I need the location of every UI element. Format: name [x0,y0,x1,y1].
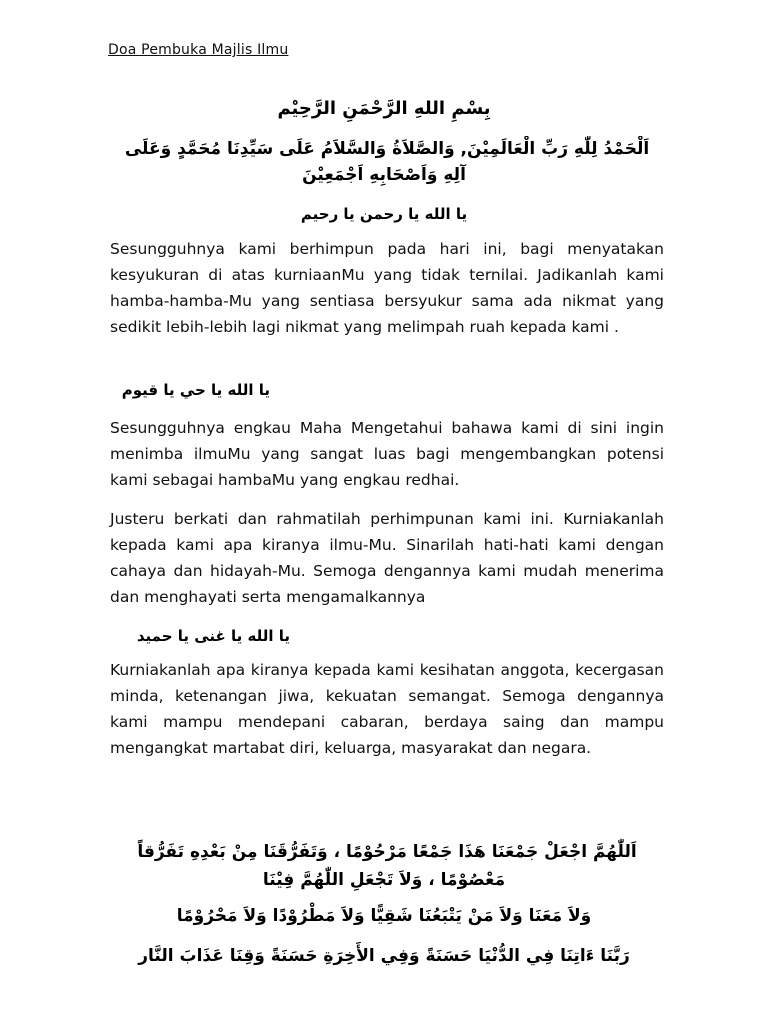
document-title: Doa Pembuka Majlis Ilmu [108,42,289,58]
closing-prayer-line-4: رَبَّنَا ءَاتِنَا فِي الدُّنْيَا حَسَنَةً وَفِي الأَخِرَةِ حَسَنَةً وَقِنَا عَذَابَ النَّار [138,946,630,966]
closing-prayer-line-1: اَللّٰهُمَّ اجْعَلْ جَمْعَنَا هَذَا جَمْعًا مَرْحُوْمًا ، وَتَفَرُّقَنَا مِنْ بَعْدِهِ تَفَرُّقاً [137,842,637,862]
invocation-ya-hayy: يا الله يا حي يا قيوم [121,381,270,399]
closing-prayer-line-2: مَعْصُوْمًا ، وَلاَ تَجْعَلِ اللّٰهُمَّ فِيْنَا [262,870,506,890]
invocation-ya-rahman: يا الله يا رحمن يا رحيم [300,205,468,223]
bismillah-line: بِسْمِ اللهِ الرَّحْمَنِ الرَّحِيْم [277,98,491,119]
paragraph-keberkatan: Justeru berkati dan rahmatilah perhimpunan kami ini. Kurniakanlah kepada kami apa kiranya ilmu-Mu. Sinarilah hati-hati kami dengan cahaya dan hidayah-Mu. Semoga dengannya kami mudah menerima dan menghayati serta mengamalkannya [110,510,664,606]
paragraph-menimba-ilmu: Sesungguhnya engkau Maha Mengetahui bahawa kami di sini ingin menimba ilmuMu yang sangat luas bagi mengembangkan potensi kami sebagai hambaMu yang engkau redhai. [110,419,664,489]
paragraph-kesihatan: Kurniakanlah apa kiranya kepada kami kesihatan anggota, kecergasan minda, ketenangan jiwa, kekuatan semangat. Semoga dengannya kami mampu mendepani cabaran, berdaya saing dan mampu mengangkat martabat diri, keluarga, masyarakat dan negara. [110,661,664,757]
hamdalah-line-1: اَلْحَمْدُ لِلّٰهِ رَبِّ الْعَالَمِيْنَ, وَالصَّلاَةُ وَالسَّلاَمُ عَلَى سَيِّدِنَا مُحَمَّدٍ وَعَلَى [124,139,650,159]
paragraph-kesyukuran: Sesungguhnya kami berhimpun pada hari ini, bagi menyatakan kesyukuran di atas kurniaanMu yang tidak ternilai. Jadikanlah kami hamba-hamba-Mu yang sentiasa bersyukur sama ada nikmat yang sedikit lebih-lebih lagi nikmat yang melimpah ruah kepada kami . [110,240,664,336]
closing-prayer-line-3: وَلاَ مَعَنَا وَلاَ مَنْ يَتْبَعُنَا شَقِيًّا وَلاَ مَطْرُوْدًا وَلاَ مَحْرُوْمًا [176,906,592,926]
hamdalah-line-2: آلِهِ وَاَصْحَابِهِ اَجْمَعِيْنَ [302,165,466,185]
invocation-ya-ghani: يا الله يا غنى يا حميد [136,627,290,645]
